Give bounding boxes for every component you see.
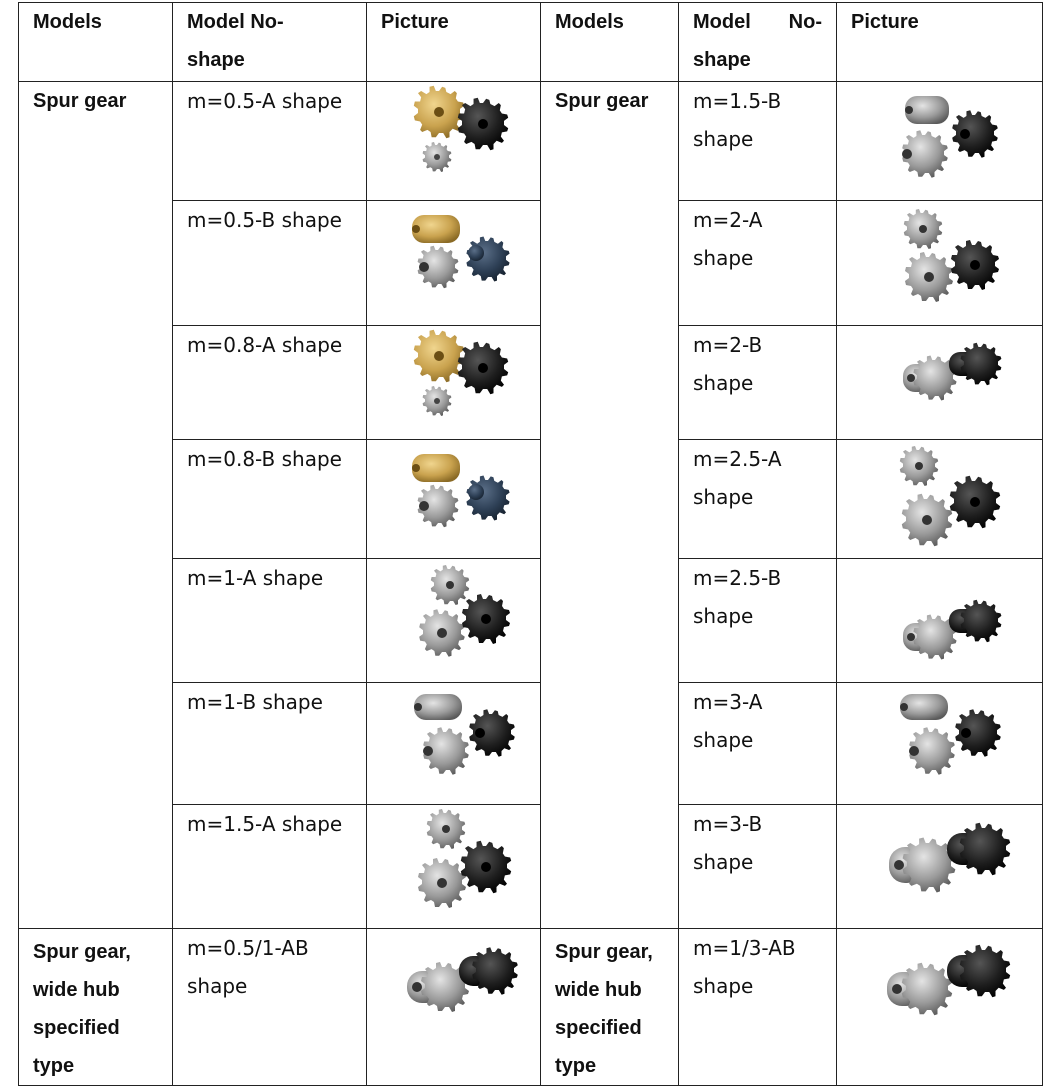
right-model-no-line2: shape <box>693 127 754 151</box>
table-row <box>19 82 1043 201</box>
table-row <box>19 805 1043 929</box>
right-model-no-line1: m=3-B <box>693 812 763 836</box>
left-wide-hub-model-no-line1: m=0.5/1-AB <box>187 936 309 960</box>
right-picture-7 <box>837 805 1043 929</box>
table-row <box>19 326 1043 440</box>
right-wide-hub-line: Spur gear, <box>555 941 653 963</box>
header-model-no-line1: Model No- <box>187 11 284 33</box>
right-model-no-line2: shape <box>693 728 754 752</box>
right-model-no-line2: shape <box>693 604 754 628</box>
left-model-no: m=0.5-A shape <box>173 82 367 201</box>
right-model-no-line2: shape <box>693 246 754 270</box>
header-model-no-right-a: Model <box>693 11 751 33</box>
left-picture-8 <box>367 929 541 1086</box>
steel-black-hub-gears-icon <box>867 805 1027 905</box>
brass-steel-blue-gears-icon <box>396 440 526 540</box>
steel-black-hub-gears-icon <box>877 326 1017 416</box>
header-picture: Picture <box>367 3 541 82</box>
left-model-no: m=0.5-B shape <box>173 201 367 326</box>
right-model-no-line2: shape <box>693 485 754 509</box>
right-wide-hub-line: type <box>555 1055 597 1077</box>
right-wide-hub-model-no <box>679 929 837 1086</box>
right-picture-6 <box>837 683 1043 805</box>
left-wide-hub-line: type <box>33 1055 75 1077</box>
table-row <box>19 929 1043 1086</box>
right-wide-hub-model-no-line2: shape <box>693 974 754 998</box>
left-picture-2 <box>367 201 541 326</box>
steel-black-hub-gears-icon <box>877 559 1017 669</box>
right-model-no-line1: m=2-A <box>693 208 763 232</box>
table-row <box>19 559 1043 683</box>
steel-black-hub-gears-icon <box>391 929 531 1029</box>
right-wide-hub-line: specified <box>555 1017 642 1039</box>
table-row <box>19 440 1043 559</box>
right-picture-5 <box>837 559 1043 683</box>
right-model-no <box>679 683 837 805</box>
header-model-no-right <box>679 3 837 82</box>
right-model-no-line1: m=2.5-B <box>693 566 782 590</box>
header-models-right: Models <box>541 3 679 82</box>
right-model-no-line1: m=2.5-A <box>693 447 782 471</box>
right-picture-8 <box>837 929 1043 1086</box>
right-picture-1 <box>837 82 1043 201</box>
right-model-no <box>679 559 837 683</box>
brass-black-steel-gears-icon <box>401 82 521 182</box>
steel-steel-black-gears-icon <box>406 805 516 917</box>
left-model-no: m=1-A shape <box>173 559 367 683</box>
left-wide-hub-line: Spur gear, <box>33 941 131 963</box>
right-picture-2 <box>837 201 1043 326</box>
left-model-no: m=1-B shape <box>173 683 367 805</box>
brass-steel-blue-gears-icon <box>396 201 526 301</box>
left-picture-1 <box>367 82 541 201</box>
left-model-no: m=0.8-A shape <box>173 326 367 440</box>
steel-steel-black-gears-icon <box>887 201 1007 311</box>
steel-steel-black-gears-icon <box>406 559 516 669</box>
left-wide-hub-model-no-line2: shape <box>187 974 248 998</box>
right-model-no <box>679 326 837 440</box>
right-wide-hub-line: wide hub <box>555 979 642 1001</box>
right-model-no <box>679 201 837 326</box>
right-model-no-line2: shape <box>693 850 754 874</box>
header-model-no-right-b: No- <box>788 11 822 33</box>
right-model-no <box>679 82 837 201</box>
header-model-no-line2: shape <box>187 49 245 71</box>
header-models: Models <box>19 3 173 82</box>
left-picture-7 <box>367 805 541 929</box>
left-wide-hub-line: wide hub <box>33 979 120 1001</box>
left-picture-5 <box>367 559 541 683</box>
table-row <box>19 683 1043 805</box>
right-model-no-line2: shape <box>693 371 754 395</box>
right-wide-hub-model <box>541 929 679 1086</box>
left-picture-4 <box>367 440 541 559</box>
left-wide-hub-model <box>19 929 173 1086</box>
steel-steel-black-hub-gears-icon <box>396 683 526 783</box>
right-group-spur-gear: Spur gear <box>541 82 679 929</box>
brass-black-steel-gears-icon <box>401 326 521 426</box>
steel-steel-black-hub-gears-icon <box>882 683 1012 783</box>
table-row <box>19 201 1043 326</box>
header-picture-right: Picture <box>837 3 1043 82</box>
header-row <box>19 3 1043 82</box>
header-model-no <box>173 3 367 82</box>
left-wide-hub-model-no <box>173 929 367 1086</box>
right-model-no-line1: m=1.5-B <box>693 89 782 113</box>
left-picture-6 <box>367 683 541 805</box>
left-group-spur-gear: Spur gear <box>19 82 173 929</box>
right-wide-hub-model-no-line1: m=1/3-AB <box>693 936 796 960</box>
left-model-no: m=1.5-A shape <box>173 805 367 929</box>
right-model-no <box>679 805 837 929</box>
header-model-no-right-line2: shape <box>693 49 751 71</box>
right-model-no-line1: m=3-A <box>693 690 763 714</box>
gear-spec-table <box>18 2 1043 1086</box>
right-model-no-line1: m=2-B <box>693 333 763 357</box>
right-picture-4 <box>837 440 1043 559</box>
steel-steel-black-gears-icon <box>887 440 1007 552</box>
right-picture-3 <box>837 326 1043 440</box>
steel-black-hub-gears-icon <box>867 929 1027 1029</box>
left-model-no: m=0.8-B shape <box>173 440 367 559</box>
left-wide-hub-line: specified <box>33 1017 120 1039</box>
left-picture-3 <box>367 326 541 440</box>
steel-steel-black-hub-gears-icon <box>877 82 1017 182</box>
right-model-no <box>679 440 837 559</box>
